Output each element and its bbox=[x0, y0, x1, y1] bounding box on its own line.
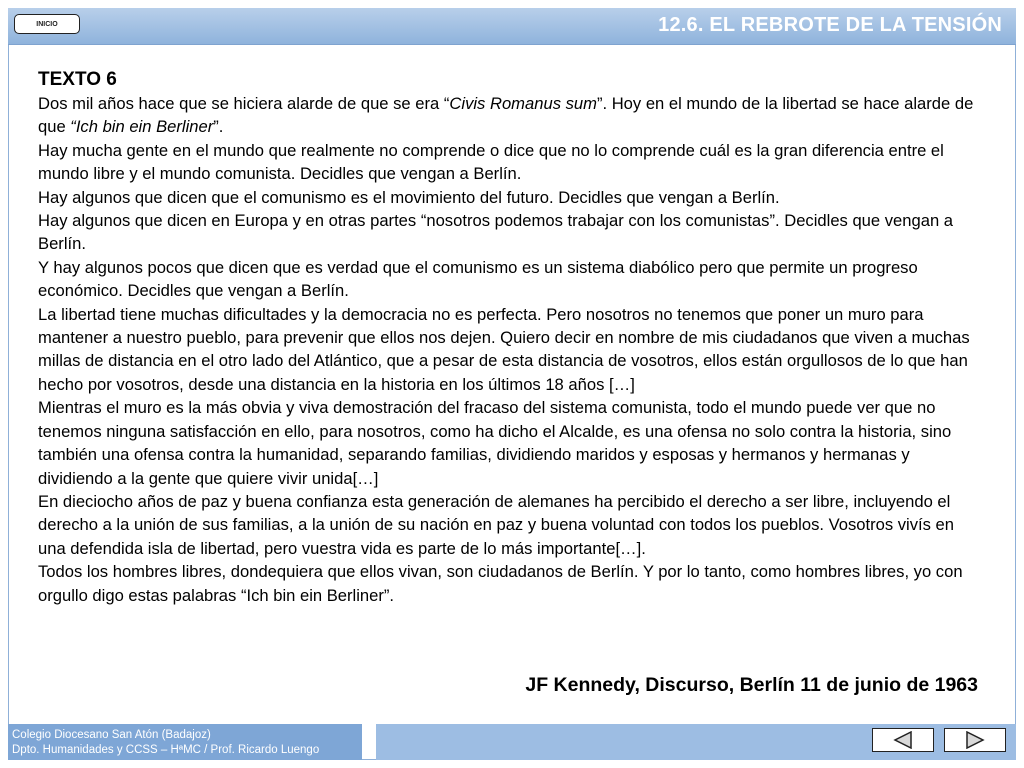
page-title: 12.6. EL REBROTE DE LA TENSIÓN bbox=[658, 14, 1002, 36]
text-segment: Dos mil años hace que se hiciera alarde de que se era “ bbox=[38, 94, 450, 113]
text-content bbox=[38, 68, 978, 607]
paragraph-6: La libertad tiene muchas dificultades y la democracia no es perfecta. Pero nosotros no tenemos que poner un muro para mantener a nuestro pueblo, para prevenir que ellos nos dejen. Quiero decir en nombre de mis ciudadanos que viven a muchas millas de distancia en el otro lado del Atlántico, que a pesar de esta distancia de vosotros, ellos están orgullosos de lo que han hecho por vosotros, desde una distancia en la historia en los últimos 18 años […] bbox=[38, 304, 970, 394]
footer-credits bbox=[8, 724, 362, 760]
text-segment: ”. Hoy en el mundo de la libertad se hace alarde de que bbox=[38, 94, 974, 137]
paragraph-8: En dieciocho años de paz y buena confianza esta generación de alemanes ha percibido el derecho a ser libre, incluyendo el derecho a la unión de sus familias, a la unión de su nación en paz y buena voluntad con todos los pueblos. Vosotros vivís en una defendida isla de libertad, pero vuestra vida es parte de lo más importante[…]. bbox=[38, 491, 955, 558]
paragraph-4: Hay algunos que dicen en Europa y en otras partes “nosotros podemos trabajar con los comunistas”. Decidles que vengan a Berlín. bbox=[38, 211, 954, 254]
german-quote: “Ich bin ein Berliner bbox=[70, 117, 214, 137]
speech-attribution: JF Kennedy, Discurso, Berlín 11 de junio de 1963 bbox=[525, 674, 978, 696]
paragraph-9: Todos los hombres libres, dondequiera que ellos vivan, son ciudadanos de Berlín. Y por lo tanto, como hombres libres, yo con orgullo digo estas palabras “Ich bin ein Berliner”. bbox=[38, 562, 963, 605]
paragraph-5: Y hay algunos pocos que dicen que es verdad que el comunismo es un sistema diabólico pero que permite un progreso económico. Decidles que vengan a Berlín. bbox=[38, 257, 918, 301]
home-button[interactable]: INICIO bbox=[14, 14, 80, 34]
school-name: Colegio Diocesano San Atón (Badajoz) bbox=[12, 729, 211, 741]
text-segment: ”. bbox=[213, 117, 224, 137]
paragraph-2: Hay mucha gente en el mundo que realmente no comprende o dice que no lo comprende cuál es la gran diferencia entre el mundo libre y el mundo comunista. Decidles que vengan a Berlín. bbox=[38, 140, 944, 184]
text-heading: TEXTO 6 bbox=[38, 69, 117, 90]
paragraph-7: Mientras el muro es la más obvia y viva demostración del fracaso del sistema comunista, todo el mundo puede ver que no tenemos ninguna satisfacción en ello, para nosotros, como ha dicho el Alcalde, es una ofensa no solo contra la historia, sino también una ofensa contra la humanidad, separando familias, dividiendo maridos y esposas y hermanos y hermanas y dividiendo a la gente que quiere vivir unida[…] bbox=[38, 398, 952, 488]
paragraph-3: Hay algunos que dicen que el comunismo es el movimiento del futuro. Decidles que vengan a Berlín. bbox=[38, 187, 780, 207]
triangle-left-icon bbox=[893, 731, 913, 749]
next-slide-button[interactable] bbox=[944, 728, 1006, 752]
latin-quote: Civis Romanus sum bbox=[449, 94, 597, 113]
paragraph-1 bbox=[38, 92, 978, 139]
triangle-right-icon bbox=[965, 731, 985, 749]
department-name: Dpto. Humanidades y CCSS – HªMC / Prof. Ricardo Luengo bbox=[12, 744, 320, 756]
previous-slide-button[interactable] bbox=[872, 728, 934, 752]
